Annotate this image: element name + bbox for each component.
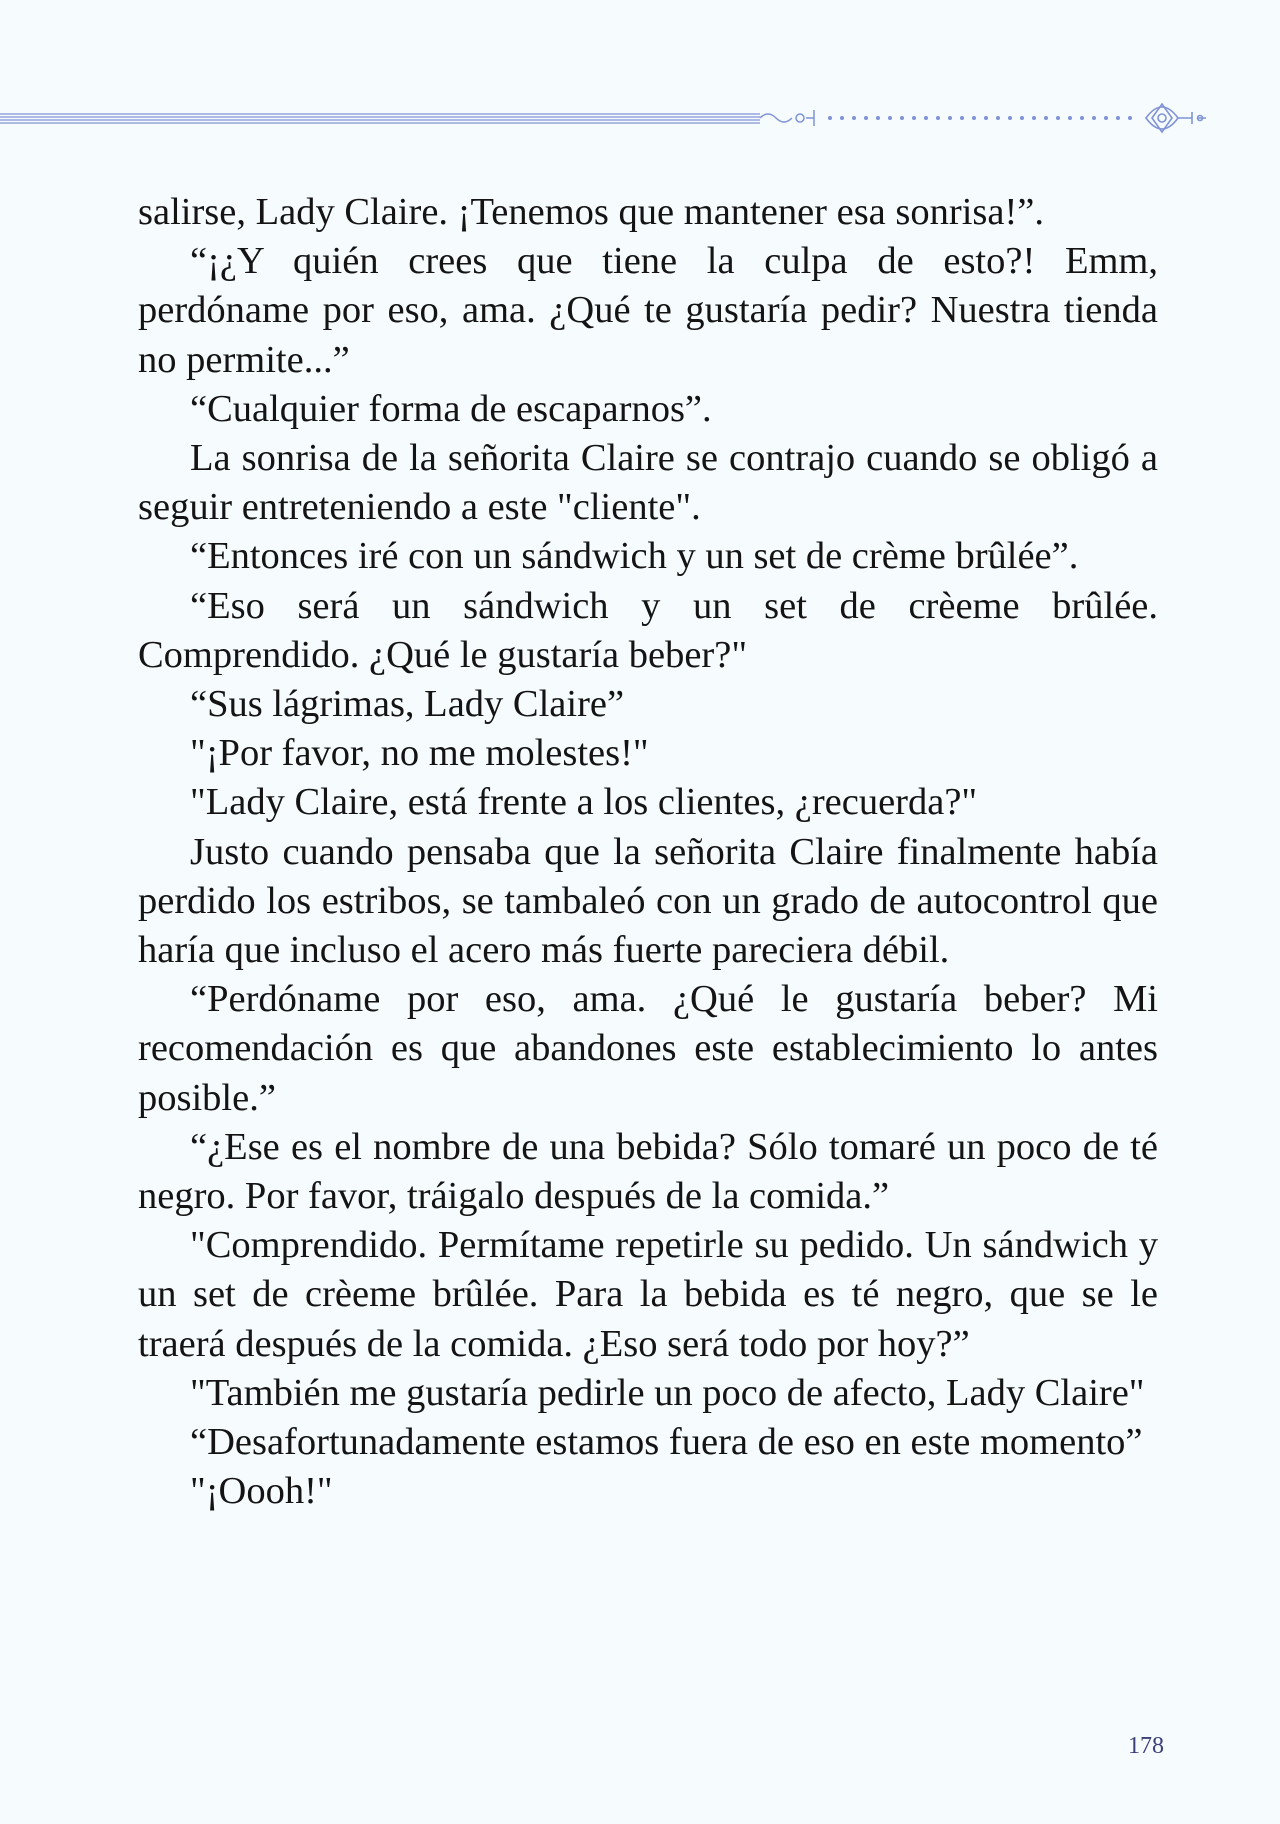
ornament-scroll <box>760 110 814 126</box>
paragraph: “Perdóname por eso, ama. ¿Qué le gustaría beber? Mi recomendación es que abandones este establecimiento lo antes posible.” <box>138 978 1158 1119</box>
paragraph: "¡Por favor, no me molestes!" <box>190 732 649 775</box>
paragraph: Justo cuando pensaba que la señorita Claire finalmente había perdido los estribos, se tambaleó con un grado de autocontrol que haría que incluso el acero más fuerte pareciera débil. <box>138 830 1158 972</box>
ornament-flower-icon <box>1146 104 1206 132</box>
paragraph: “¡¿Y quién crees que tiene la culpa de esto?! Emm, perdóname por eso, ama. ¿Qué te gustaría pedir? Nuestra tienda no permite...” <box>138 240 1158 381</box>
paragraph: "Lady Claire, está frente a los clientes, ¿recuerda?" <box>190 781 978 824</box>
header-ornament <box>0 96 1220 142</box>
paragraph: “Eso será un sándwich y un set de crèeme brûlée. Comprendido. ¿Qué le gustaría beber?" <box>138 584 1158 676</box>
paragraph: "Comprendido. Permítame repetirle su pedido. Un sándwich y un set de crèeme brûlée. Para la bebida es té negro, que se le traerá después de la comida. ¿Eso será todo por hoy?” <box>138 1224 1158 1365</box>
paragraph: “Entonces iré con un sándwich y un set de crème brûlée”. <box>190 535 1079 578</box>
paragraph: La sonrisa de la señorita Claire se contrajo cuando se obligó a seguir entreteniendo a este "cliente". <box>138 437 1158 529</box>
paragraph: "También me gustaría pedirle un poco de afecto, Lady Claire" <box>190 1371 1145 1414</box>
paragraph: “Cualquier forma de escaparnos”. <box>190 387 712 430</box>
body-text <box>138 188 1158 1516</box>
paragraph: “¿Ese es el nombre de una bebida? Sólo tomaré un poco de té negro. Por favor, tráigalo después de la comida.” <box>138 1125 1158 1218</box>
ornament-dots <box>828 116 1132 120</box>
paragraph: “Sus lágrimas, Lady Claire” <box>190 683 625 726</box>
ornament-rule <box>0 114 760 123</box>
paragraph: "¡Oooh!" <box>190 1470 333 1513</box>
paragraph: “Desafortunadamente estamos fuera de eso en este momento” <box>190 1421 1143 1464</box>
page-number: 178 <box>1128 1733 1164 1759</box>
paragraph: salirse, Lady Claire. ¡Tenemos que mantener esa sonrisa!”. <box>138 191 1044 233</box>
